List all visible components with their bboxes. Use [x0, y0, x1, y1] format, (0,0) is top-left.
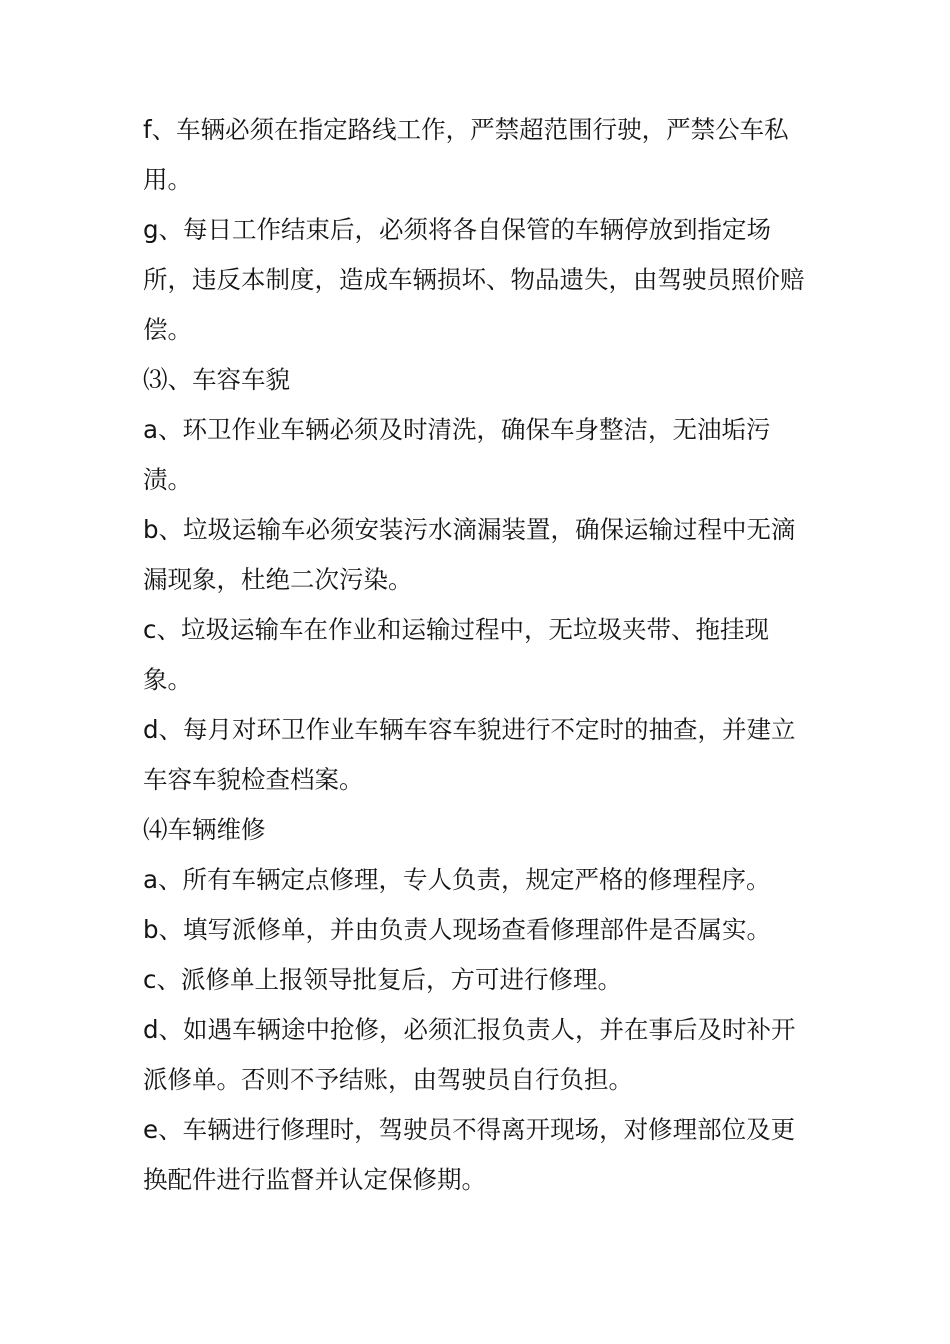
document-body — [143, 105, 810, 1205]
paragraph-g-parking: g、每日工作结束后，必须将各自保管的车辆停放到指定场所，违反本制度，造成车辆损坏、物品遗失，由驾驶员照价赔偿。 — [143, 215, 805, 344]
paragraph-a-cleaning: a、环卫作业车辆必须及时清洗，确保车身整洁，无油垢污渍。 — [143, 415, 771, 494]
paragraph-e-supervision: e、车辆进行修理时，驾驶员不得离开现场，对修理部位及更换配件进行监督并认定保修期。 — [143, 1115, 796, 1194]
paragraph-a-fixed-repair: a、所有车辆定点修理，专人负责，规定严格的修理程序。 — [143, 865, 771, 894]
paragraph-c-approval: c、派修单上报领导批复后，方可进行修理。 — [143, 965, 622, 994]
paragraph-b-repair-order: b、填写派修单，并由负责人现场查看修理部件是否属实。 — [143, 915, 772, 944]
paragraph-f-designated-route: f、车辆必须在指定路线工作，严禁超范围行驶，严禁公车私用。 — [143, 115, 789, 194]
paragraph-d-emergency-repair: d、如遇车辆途中抢修，必须汇报负责人，并在事后及时补开派修单。否则不予结账，由驾驶员自行负担。 — [143, 1015, 796, 1094]
section-heading-vehicle-repair: ⑷车辆维修 — [143, 815, 266, 844]
paragraph-b-leak-device: b、垃圾运输车必须安装污水滴漏装置，确保运输过程中无滴漏现象，杜绝二次污染。 — [143, 515, 796, 594]
paragraph-d-monthly-inspection: d、每月对环卫作业车辆车容车貌进行不定时的抽查，并建立车容车貌检查档案。 — [143, 715, 796, 794]
section-heading-vehicle-appearance: ⑶、车容车貌 — [143, 365, 290, 394]
paragraph-c-no-dragging: c、垃圾运输车在作业和运输过程中，无垃圾夹带、拖挂现象。 — [143, 615, 769, 694]
